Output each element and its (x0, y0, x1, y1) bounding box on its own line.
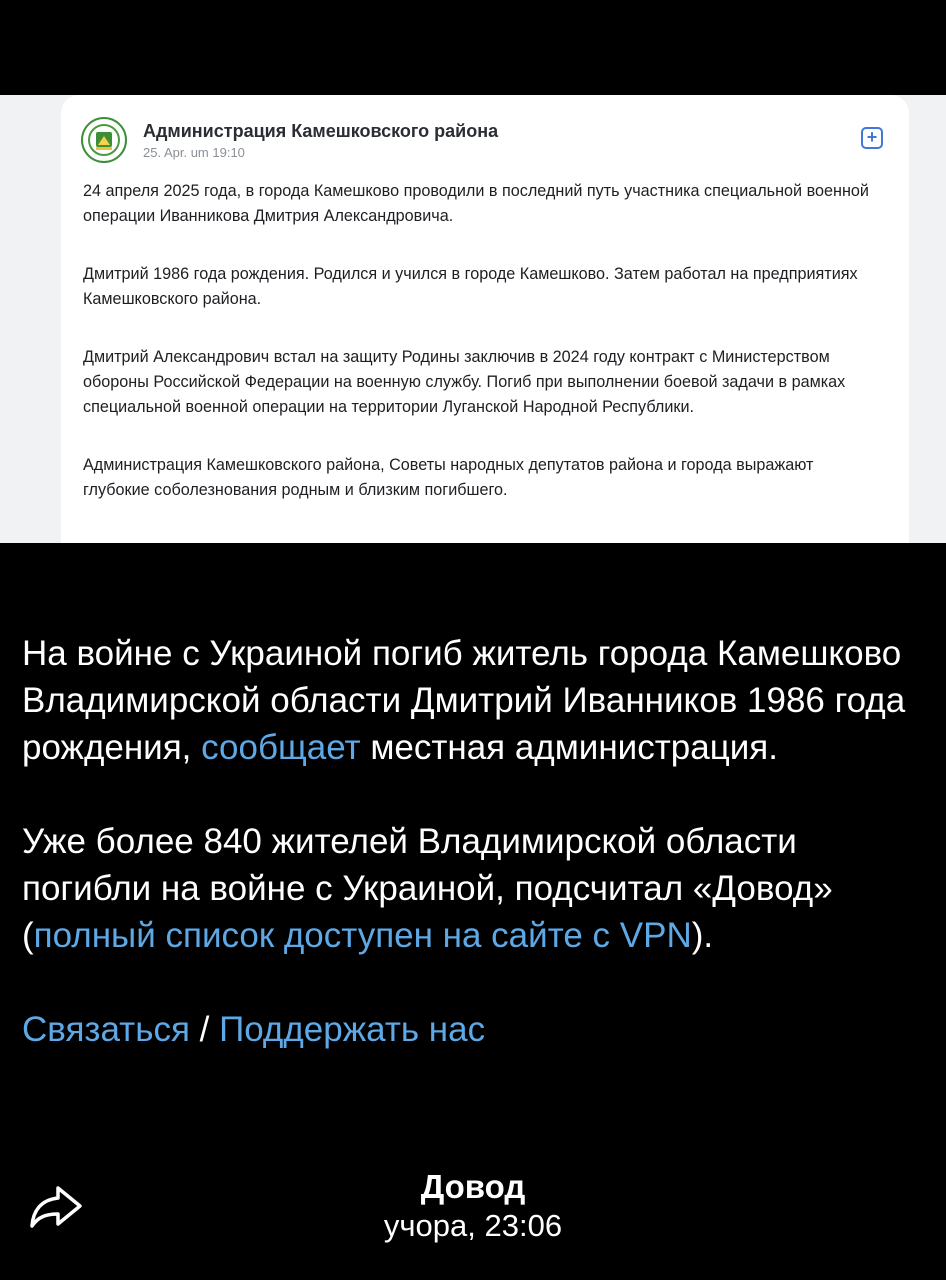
administration-emblem-icon (81, 117, 127, 163)
post-header (81, 115, 889, 165)
message-text-fragment: На войне с Украиной погиб житель города Камешково Владимирской области Дмитрий Иванников 1986 года рождения, (22, 634, 906, 767)
embedded-post-screenshot (0, 95, 946, 543)
message-footer-links (22, 1006, 922, 1053)
full-list-link[interactable]: полный список доступен на сайте с VPN (33, 916, 692, 955)
post-paragraph: Дмитрий Александрович встал на защиту Родины заключив в 2024 году контракт с Министерством обороны Российской Федерации на военную службу. Погиб при выполнении боевой задачи в рамках специальной военной операции на территории Луганской Народной Республики. (83, 348, 846, 416)
message-text-fragment: местная администрация. (360, 728, 778, 767)
post-time: учора, 23:06 (383, 1208, 563, 1243)
message-paragraph-2 (22, 818, 922, 959)
source-link[interactable]: сообщает (201, 728, 361, 767)
post-paragraph: Дмитрий 1986 года рождения. Родился и учился в городе Камешково. Затем работал на предприятиях Камешковского района. (83, 265, 858, 308)
post-body (83, 179, 883, 536)
support-link[interactable]: Поддержать нас (219, 1010, 486, 1049)
channel-name: Довод (420, 1168, 526, 1205)
embedded-post-card (61, 95, 909, 543)
post-date: 25. Apr. um 19:10 (143, 145, 245, 160)
contact-link[interactable]: Связаться (22, 1010, 190, 1049)
message-text-fragment: ). (691, 916, 714, 955)
post-paragraph: Администрация Камешковского района, Советы народных депутатов района и города выражают глубокие соболезнования родным и близким погибшего. (83, 456, 814, 499)
message-text-fragment: Уже более 840 жителей Владимирской области погибли на войне с Украиной, подсчитал «Довод» ( (22, 822, 833, 955)
plus-square-icon: + (861, 127, 883, 149)
post-author: Администрация Камешковского района (143, 121, 499, 141)
bottom-bar (0, 1160, 946, 1260)
post-paragraph: 24 апреля 2025 года, в города Камешково проводили в последний путь участника специальной военной операции Иванникова Дмитрия Александровича. (83, 182, 869, 225)
message-paragraph-1 (22, 630, 922, 771)
message-text (22, 630, 922, 1100)
link-separator: / (189, 1010, 220, 1049)
